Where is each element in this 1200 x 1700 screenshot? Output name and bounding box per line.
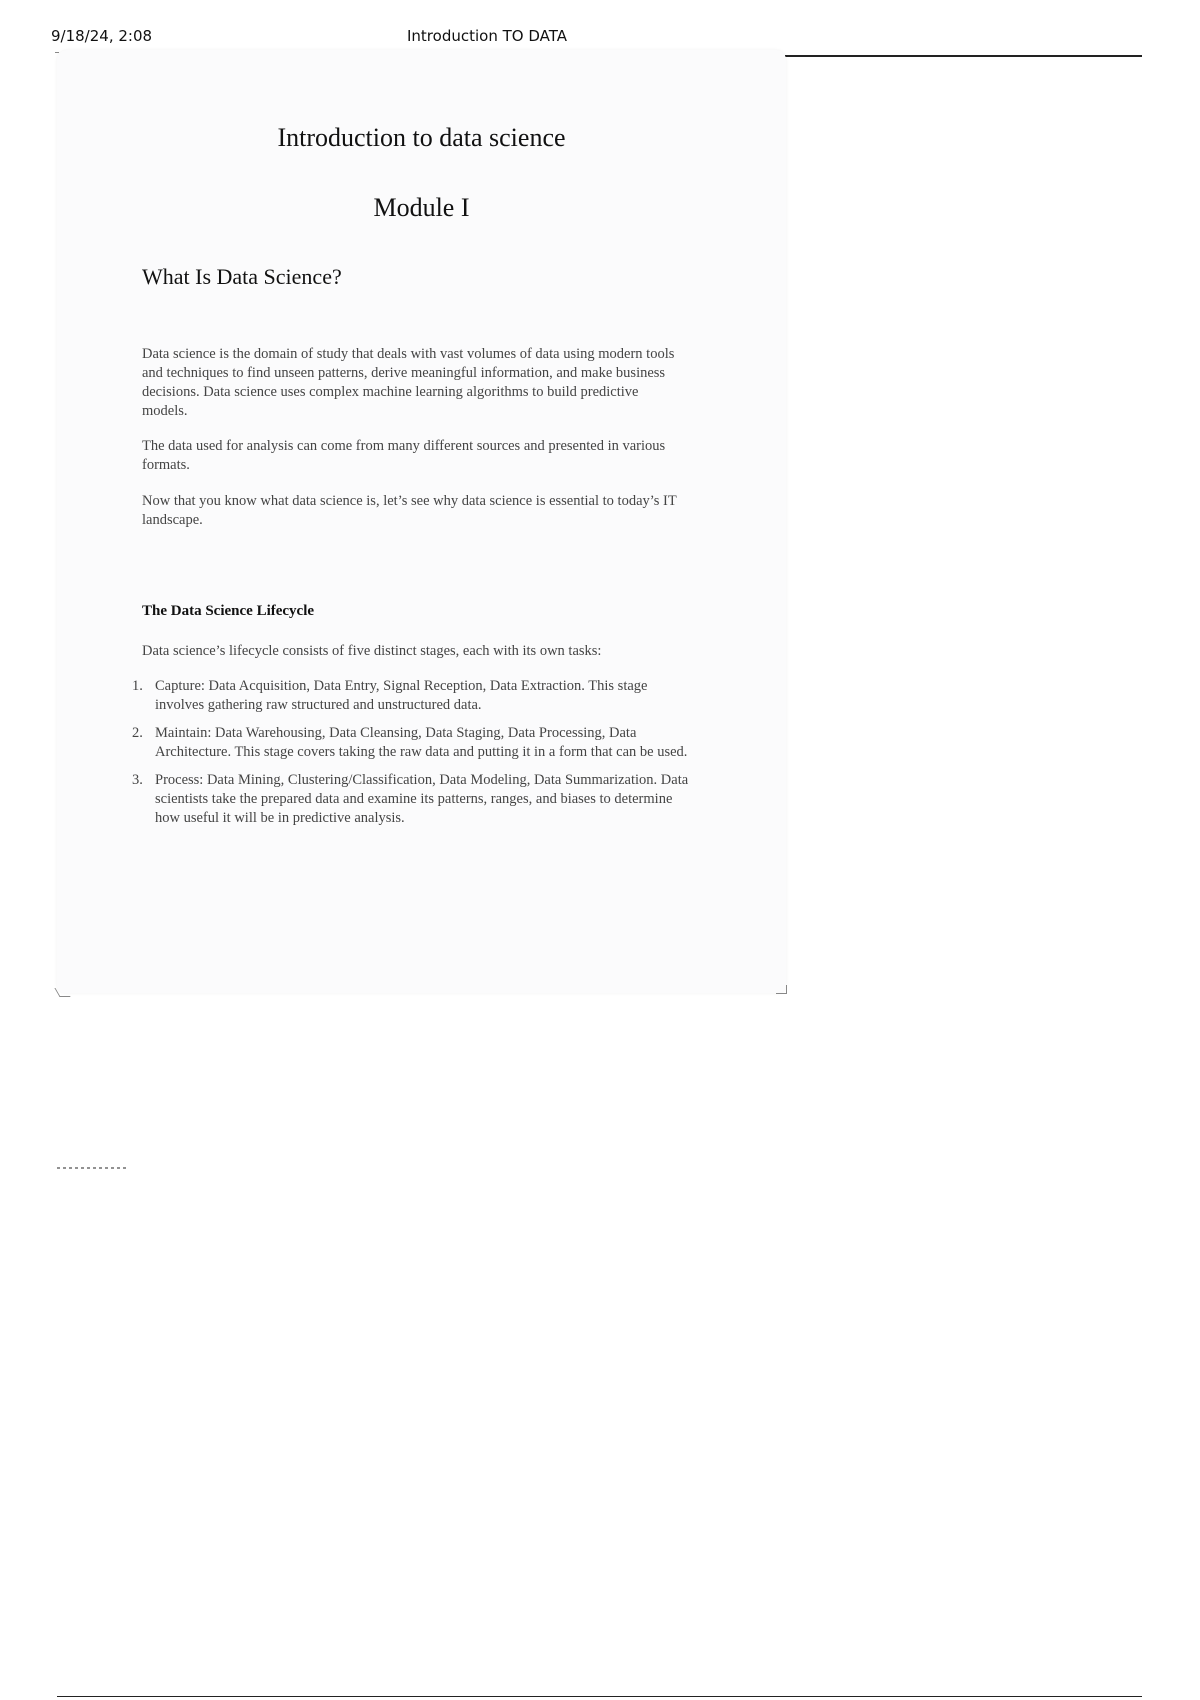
paragraph: Now that you know what data science is, let’s see why data science is essential to today’s IT landscape. bbox=[142, 493, 677, 528]
header-rule bbox=[785, 55, 1142, 57]
paragraph: The data used for analysis can come from many different sources and presented in various formats. bbox=[142, 438, 666, 473]
page-corner-mark bbox=[55, 52, 59, 57]
list-number: 2. bbox=[132, 725, 143, 741]
print-header bbox=[51, 27, 1141, 47]
list-number: 3. bbox=[132, 772, 143, 788]
print-title: Introduction TO DATA bbox=[407, 27, 567, 45]
page-corner-mark bbox=[776, 985, 787, 994]
print-date: 9/18/24, 2:08 bbox=[51, 27, 153, 45]
paragraph: Data science is the domain of study that deals with vast volumes of data using modern tools and techniques to find unseen patterns, derive meaningful information, and make business decisions. Data science uses complex machine learning algorithms to build predictive models. bbox=[142, 346, 675, 419]
faded-scan-mark bbox=[57, 1167, 127, 1169]
module-title: Module I bbox=[373, 193, 470, 222]
list-item-text: Maintain: Data Warehousing, Data Cleansing, Data Staging, Data Processing, Data Architecture. This stage covers taking the raw data and putting it in a form that can be used. bbox=[155, 725, 688, 760]
lifecycle-heading: The Data Science Lifecycle bbox=[142, 603, 315, 619]
list-item-text: Capture: Data Acquisition, Data Entry, Signal Reception, Data Extraction. This stage involves gathering raw structured and unstructured data. bbox=[155, 678, 648, 713]
lifecycle-intro: Data science’s lifecycle consists of five distinct stages, each with its own tasks: bbox=[142, 643, 602, 659]
lifecycle-list bbox=[130, 677, 690, 837]
document-title: Introduction to data science bbox=[277, 123, 566, 152]
list-number: 1. bbox=[132, 678, 143, 694]
list-item bbox=[130, 724, 690, 762]
footer-rule bbox=[57, 1696, 1142, 1697]
list-item bbox=[130, 677, 690, 715]
list-item bbox=[130, 771, 690, 828]
list-item-text: Process: Data Mining, Clustering/Classification, Data Modeling, Data Summarization. Data scientists take the prepared data and examine its patterns, ranges, and biases to determine how useful it will be in predictive analysis. bbox=[155, 772, 689, 826]
section-heading: What Is Data Science? bbox=[142, 264, 342, 289]
